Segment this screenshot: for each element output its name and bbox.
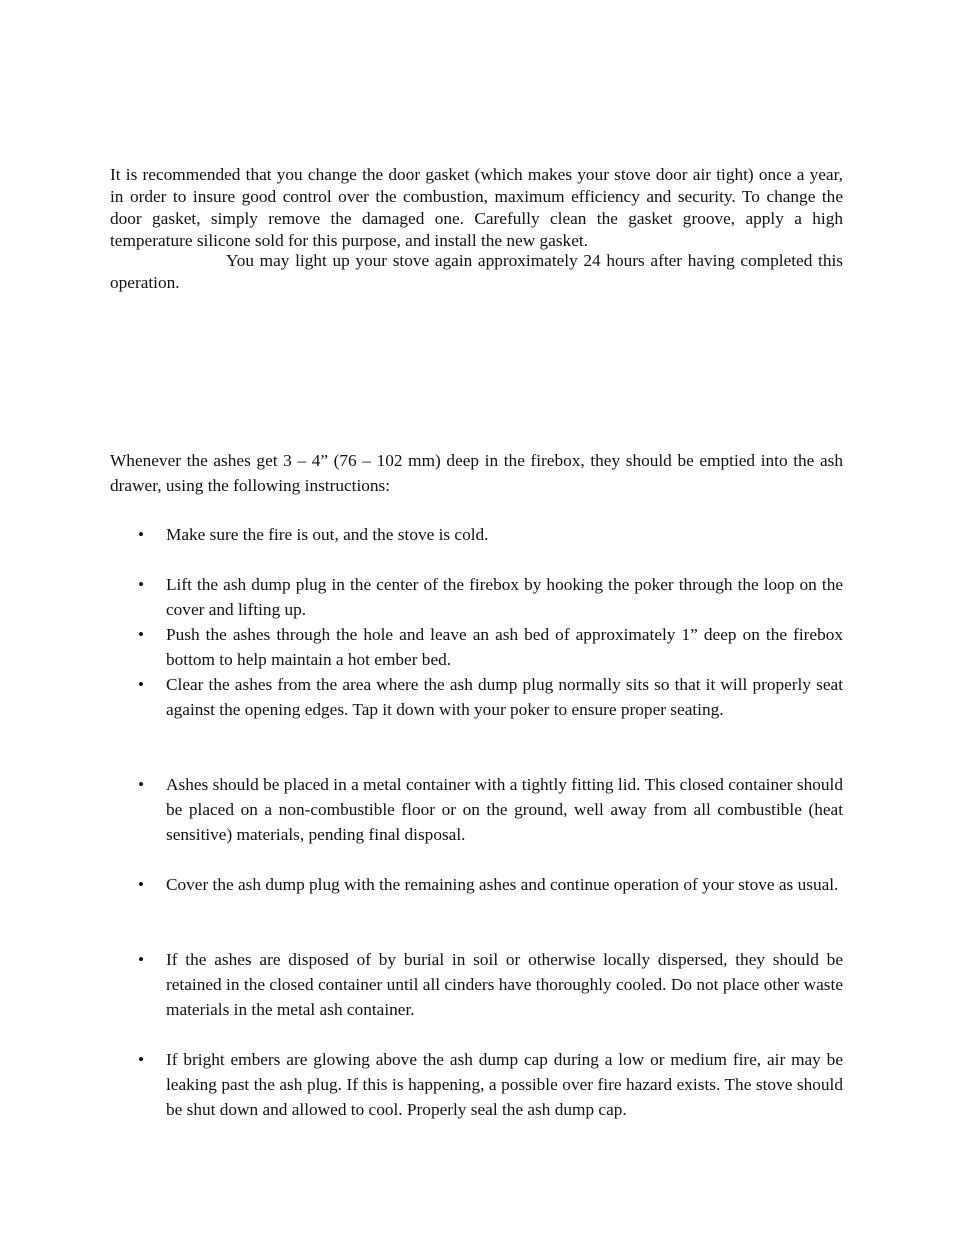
list-item: Cover the ash dump plug with the remaining ashes and continue operation of your stove as usual. <box>166 875 839 894</box>
bullet-icon: • <box>138 950 145 969</box>
bullet-icon: • <box>138 525 145 544</box>
list-item: If bright embers are glowing above the ash dump cap during a low or medium fire, air may be leaking past the ash plug. If this is happening, a possible over fire hazard exists. The stove should be shut down and allowed to cool. Properly seal the ash dump cap. <box>166 1050 843 1119</box>
bullet-icon: • <box>138 575 145 594</box>
list-item: Make sure the fire is out, and the stove is cold. <box>166 525 489 544</box>
bullet-icon: • <box>138 675 145 694</box>
gasket-followup-text: You may light up your stove again approximately 24 hours after having completed this operation. <box>110 251 843 292</box>
bullet-icon: • <box>138 1050 145 1069</box>
list-item: Lift the ash dump plug in the center of the firebox by hooking the poker through the loop on the cover and lifting up. <box>166 575 843 619</box>
bullet-icon: • <box>138 625 145 644</box>
list-item: If the ashes are disposed of by burial in soil or otherwise locally dispersed, they should be retained in the closed container until all cinders have thoroughly cooled. Do not place other waste materials in the metal ash container. <box>166 950 843 1019</box>
list-item: Ashes should be placed in a metal container with a tightly fitting lid. This closed container should be placed on a non-combustible floor or on the ground, well away from all combustible (heat sensitive) materials, pending final disposal. <box>166 775 843 844</box>
gasket-followup-paragraph <box>110 250 843 294</box>
bullet-icon: • <box>138 775 145 794</box>
ash-intro-paragraph: Whenever the ashes get 3 – 4” (76 – 102 mm) deep in the firebox, they should be emptied into the ash drawer, using the following instructions: <box>110 451 843 495</box>
list-item: Clear the ashes from the area where the ash dump plug normally sits so that it will properly seat against the opening edges. Tap it down with your poker to ensure proper seating. <box>166 675 843 719</box>
bullet-icon: • <box>138 875 145 894</box>
gasket-paragraph: It is recommended that you change the door gasket (which makes your stove door air tight) once a year, in order to insure good control over the combustion, maximum efficiency and security. To change the door gasket, simply remove the damaged one. Carefully clean the gasket groove, apply a high temperature silicone sold for this purpose, and install the new gasket. <box>110 165 843 250</box>
list-item: Push the ashes through the hole and leave an ash bed of approximately 1” deep on the firebox bottom to help maintain a hot ember bed. <box>166 625 843 669</box>
